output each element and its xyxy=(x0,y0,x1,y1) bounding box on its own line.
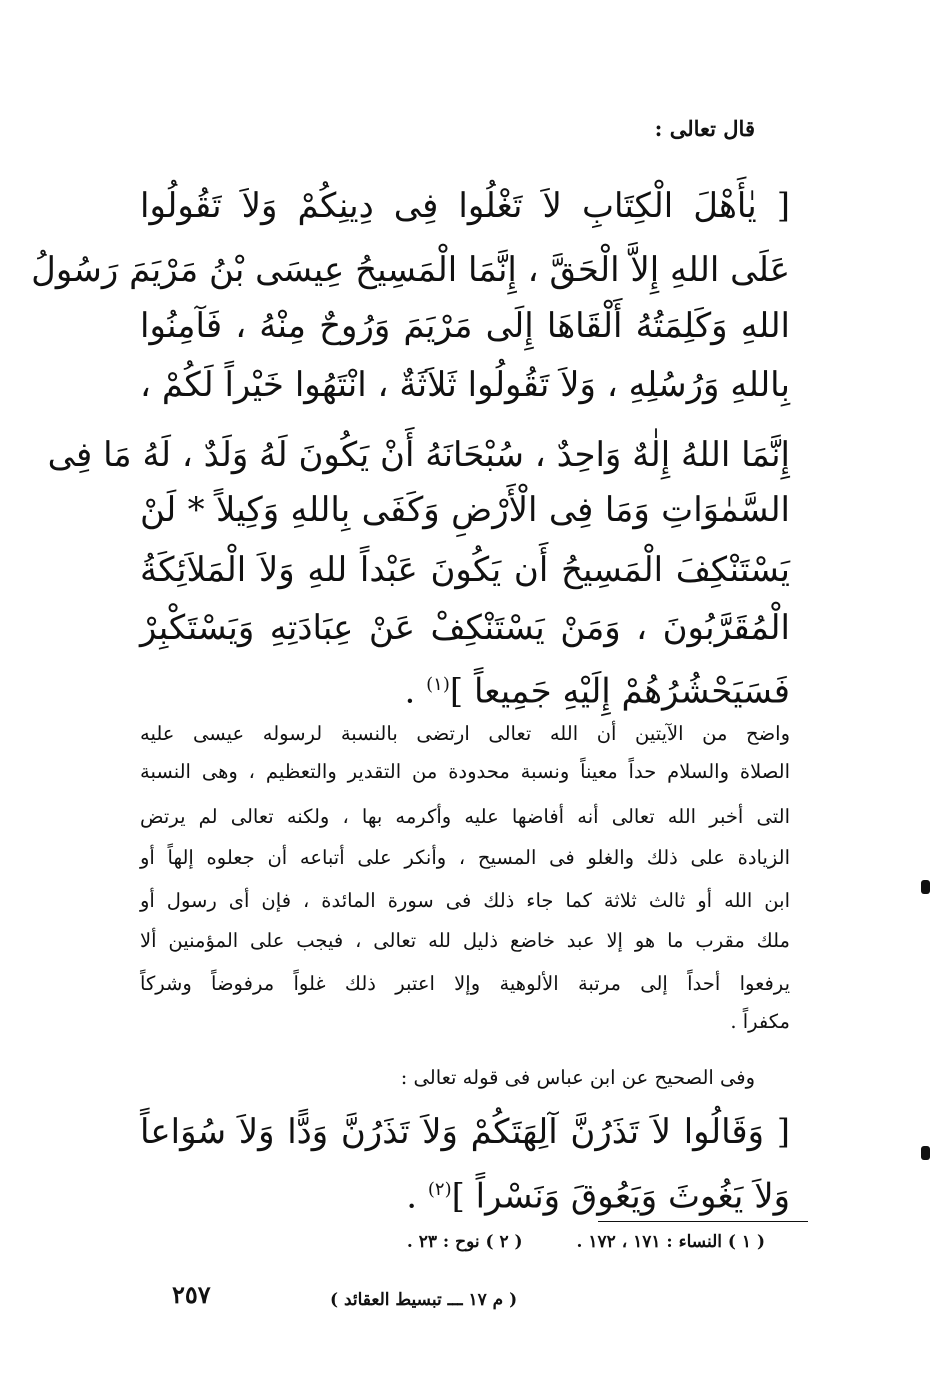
prose-line: ابن الله أو ثالث ثلاثة كما جاء ذلك فى سورة المائدة ، فإن أى رسول أو xyxy=(140,889,790,912)
section-heading: قال تعالى : xyxy=(654,116,755,141)
page-number: ٢٥٧ xyxy=(172,1280,211,1309)
verse-line: بِاللهِ وَرُسُلِهِ ، وَلاَ تَقُولُوا ثَلاَثَةٌ ، انْتَهُوا خَيْراً لَكُمْ ، xyxy=(140,365,790,405)
footnote-ref: (٢) xyxy=(427,1179,452,1200)
footnote-ref: (١) xyxy=(426,674,450,695)
footnotes xyxy=(285,1232,765,1252)
prose-line: يرفعوا أحداً إلى مرتبة الألوهية وإلا اعتبر ذلك غلواً مرفوضاً وشركاً xyxy=(140,972,790,995)
prose-line: واضح من الآيتين أن الله تعالى ارتضى بالنسبة لرسوله عيسى عليه xyxy=(140,722,790,745)
prose-line: التى أخبر الله تعالى أنه أفاضها عليه وأكرمه بها ، ولكنه تعالى لم يرتض xyxy=(140,805,790,828)
footnote-1: ( ١ ) النساء : ١٧١ ، ١٧٢ . xyxy=(576,1232,765,1252)
folio-title: ( م ١٧ ـــ تبسيط العقائد ) xyxy=(330,1290,518,1310)
verse-line: اللهِ وَكَلِمَتُهُ أَلْقَاهَا إِلَى مَرْيَمَ وَرُوحٌ مِنْهُ ، فَآمِنُوا xyxy=(140,306,790,346)
verse-line-last xyxy=(140,655,790,715)
verse-line-last xyxy=(140,1160,790,1220)
verse-text: فَسَيَحْشُرُهُمْ إِلَيْهِ جَمِيعاً ] xyxy=(449,671,790,712)
prose-line: الصلاة والسلام حداً معيناً ونسبة محدودة من التقدير والتعظيم ، وهى النسبة xyxy=(140,760,790,783)
verse-line: السَّمٰوَاتِ وَمَا فِى الْأَرْضِ وَكَفَى بِاللهِ وَكِيلاً * لَنْ xyxy=(140,490,790,530)
footnote-2: ( ٢ ) نوح : ٢٣ . xyxy=(406,1232,523,1252)
prose-line: الزيادة على ذلك والغلو فى المسيح ، وأنكر على أتباعه أن جعلوه إلهاً أو xyxy=(140,846,790,869)
prose-line-last: مكفراً . xyxy=(730,1010,790,1033)
verse-text: وَلاَ يَغُوثَ وَيَعُوقَ وَنَسْراً ] xyxy=(451,1176,790,1217)
scan-margin-mark xyxy=(921,1146,930,1160)
verse-end-mark: . xyxy=(406,1176,428,1217)
verse-line: يَسْتَنْكِفَ الْمَسِيحُ أَن يَكُونَ عَبْداً للهِ وَلاَ الْمَلاَئِكَةُ xyxy=(140,550,790,590)
verse-line: عَلَى اللهِ إِلاَّ الْحَقَّ ، إِنَّمَا الْمَسِيحُ عِيسَى بْنُ مَرْيَمَ رَسُولُ xyxy=(31,250,790,290)
verse-line: [ يٰأَهْلَ الْكِتَابِ لاَ تَغْلُوا فِى دِينِكُمْ وَلاَ تَقُولُوا xyxy=(140,186,790,226)
verse-line: [ وَقَالُوا لاَ تَذَرُنَّ آلِهَتَكُمْ وَلاَ تَذَرُنَّ وَدًّا وَلاَ سُوَاعاً xyxy=(140,1112,790,1152)
verse-line: إِنَّمَا اللهُ إِلٰهٌ وَاحِدٌ ، سُبْحَانَهُ أَنْ يَكُونَ لَهُ وَلَدٌ ، لَهُ مَا فِى xyxy=(47,435,790,475)
scan-margin-mark xyxy=(921,880,930,894)
verse-line: الْمُقَرَّبُونَ ، وَمَنْ يَسْتَنْكِفْ عَنْ عِبَادَتِهِ وَيَسْتَكْبِرْ xyxy=(140,608,790,648)
verse-end-mark: . xyxy=(404,671,427,712)
prose-intro: وفى الصحيح عن ابن عباس فى قوله تعالى : xyxy=(400,1066,755,1089)
footnote-divider xyxy=(598,1221,808,1222)
prose-line: ملك مقرب ما هو إلا عبد خاضع ذليل لله تعالى ، فيجب على المؤمنين ألا xyxy=(140,929,790,952)
